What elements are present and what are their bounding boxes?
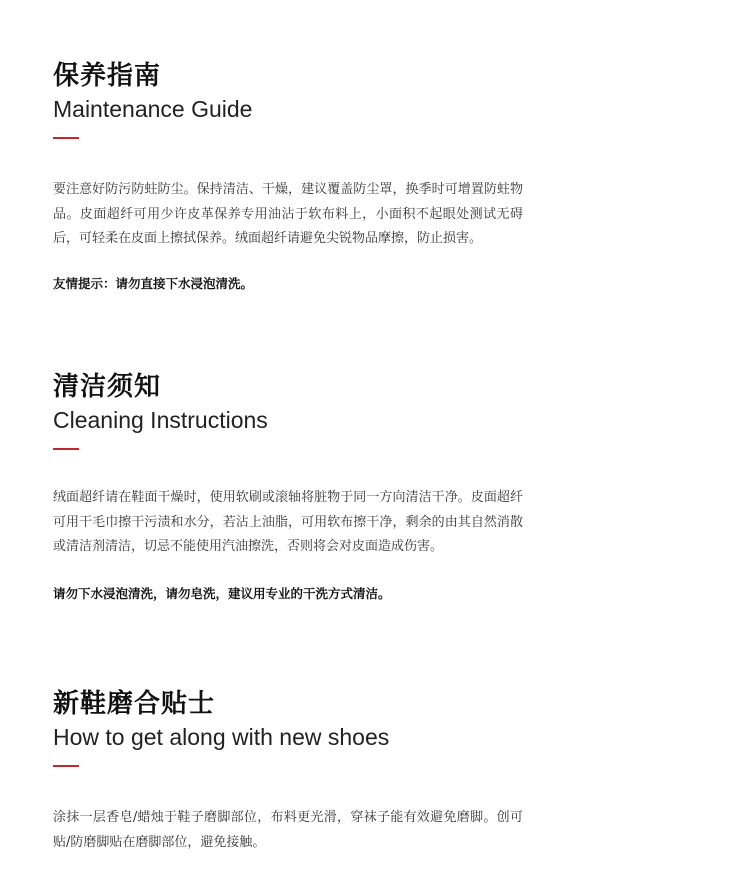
accent-divider [53,765,79,767]
accent-divider [53,448,79,450]
accent-divider [53,137,79,139]
section-title-en: Maintenance Guide [53,96,253,122]
section-tip: 友情提示：请勿直接下水浸泡清洗。 [53,275,254,291]
section-body: 要注意好防污防蛀防尘。保持清洁、干燥，建议覆盖防尘罩，换季时可增置防蛀物品。皮面超纤可用少许皮革保养专用油沾于软布料上，小面积不起眼处测试无碍后，可轻柔在皮面上擦拭保养。绒面超纤请避免尖锐物品摩擦，防止损害。 [53,182,523,246]
section-tip: 请勿下水浸泡清洗，请勿皂洗，建议用专业的干洗方式清洁。 [53,585,391,601]
section-new-shoes-tips [53,688,523,855]
section-title-en: How to get along with new shoes [53,724,390,750]
section-maintenance-guide [53,60,523,294]
section-cleaning-instructions [53,371,523,604]
section-title-zh: 新鞋磨合贴士 [53,689,216,719]
section-title-en: Cleaning Instructions [53,407,268,433]
section-title-zh: 清洁须知 [53,372,162,402]
section-body: 绒面超纤请在鞋面干燥时，使用软刷或滚轴将脏物于同一方向清洁干净。皮面超纤可用干毛巾擦干污渍和水分，若沾上油脂，可用软布擦干净，剩余的由其自然消散或清洁剂清洁，切忌不能使用汽油擦洗，否则将会对皮面造成伤害。 [53,490,523,554]
section-body: 涂抹一层香皂/蜡烛于鞋子磨脚部位，布料更光滑，穿袜子能有效避免磨脚。创可贴/防磨脚贴在磨脚部位，避免接触。 [53,810,523,850]
section-title-zh: 保养指南 [53,61,162,91]
